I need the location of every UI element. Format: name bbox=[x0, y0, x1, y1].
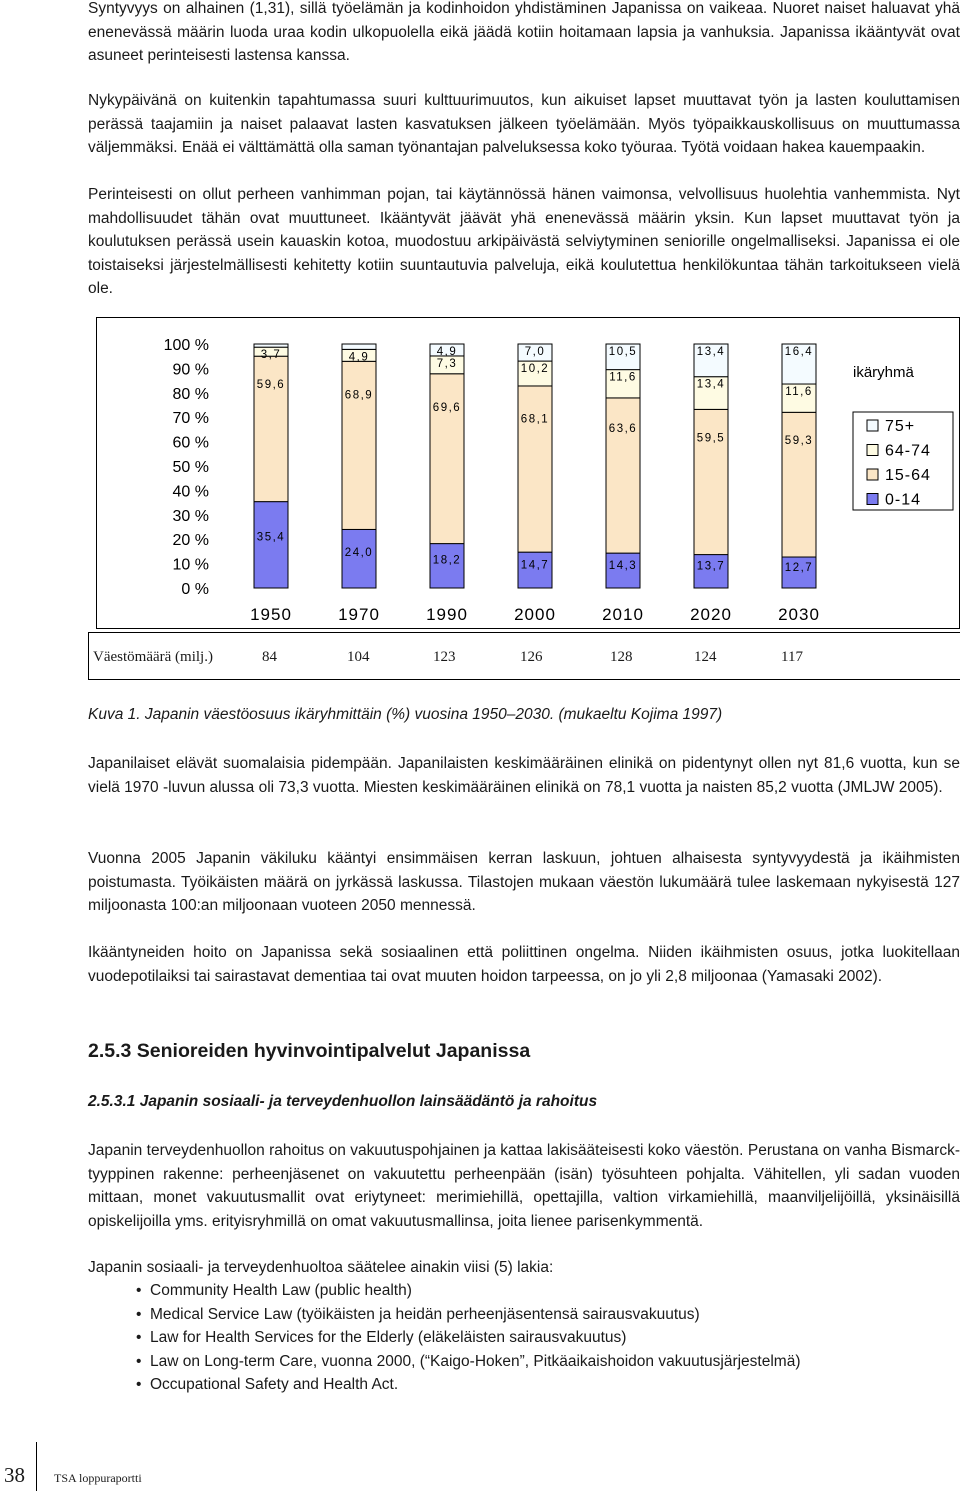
population-value: 123 bbox=[433, 649, 456, 665]
bar-segment bbox=[430, 374, 464, 544]
bar-segment bbox=[254, 502, 288, 588]
data-label: 24,0 bbox=[344, 546, 374, 559]
data-label: 59,5 bbox=[696, 432, 726, 445]
x-tick-label: 2020 bbox=[690, 605, 732, 624]
legend-swatch bbox=[867, 469, 878, 480]
x-tick-label: 2000 bbox=[514, 605, 556, 624]
legend-label: 15-64 bbox=[885, 467, 931, 484]
population-age-chart bbox=[97, 318, 959, 628]
list-item: • Community Health Law (public health) bbox=[150, 1279, 801, 1303]
footer-divider bbox=[36, 1442, 37, 1491]
page-number: 38 bbox=[4, 1463, 25, 1487]
y-tick-label: 90 % bbox=[172, 361, 209, 379]
chart-frame bbox=[96, 317, 960, 629]
x-tick-label: 1950 bbox=[250, 605, 292, 624]
list-item: • Law on Long-term Care, vuonna 2000, (“Kaigo-Hoken”, Pitkäaikaishoidon vakuutusjärjestelmä) bbox=[150, 1350, 801, 1374]
population-label: Väestömäärä (milj.) bbox=[93, 649, 213, 665]
document-title: TSA loppuraportti bbox=[54, 1471, 142, 1485]
data-label: 13,7 bbox=[696, 560, 726, 573]
bar-segment bbox=[254, 344, 288, 347]
laws-intro-paragraph: Japanin sosiaali- ja terveydenhuoltoa säätelee ainakin viisi (5) lakia: bbox=[88, 1259, 554, 1276]
data-label: 10,2 bbox=[520, 363, 550, 376]
x-tick-label: 1970 bbox=[338, 605, 380, 624]
population-row bbox=[88, 632, 960, 680]
data-label: 68,1 bbox=[520, 413, 550, 426]
y-tick-label: 70 % bbox=[172, 410, 209, 428]
x-tick-label: 2010 bbox=[602, 605, 644, 624]
data-label: 13,4 bbox=[696, 346, 726, 358]
list-item: • Medical Service Law (työikäisten ja heidän perheenjäsentensä sairausvakuutus) bbox=[150, 1303, 801, 1327]
population-value: 84 bbox=[262, 649, 277, 665]
life-expectancy-paragraph: Japanilaiset elävät suomalaisia pidempään. Japanilaisten keskimääräinen elinikä on pidentynyt ollen nyt 81,6 vuotta, kun se vielä 1970 -luvun alussa oli 73,3 vuotta. Miesten keskimääräinen elinikä on 78,1 vuotta ja naisten 85,2 vuotta (JMLJW 2005). bbox=[88, 755, 960, 796]
data-label: 4,9 bbox=[436, 346, 458, 358]
y-tick-label: 60 % bbox=[172, 434, 209, 452]
population-value: 128 bbox=[610, 649, 633, 665]
y-tick-label: 30 % bbox=[172, 507, 209, 525]
legend-title: ikäryhmä bbox=[853, 364, 914, 381]
x-tick-label: 1990 bbox=[426, 605, 468, 624]
y-tick-label: 40 % bbox=[172, 483, 209, 501]
data-label: 14,3 bbox=[608, 559, 638, 572]
culture-change-paragraph: Nykypäivänä on kuitenkin tapahtumassa suuri kulttuurimuutos, kun aikuiset lapset muuttavat työn ja lasten kouluttamisen perässä taajamiin ja naiset palaavat lasten kasvatuksen jälkeen työelämään. Myös työpaikkauskollisuus on muuttumassa väljemmäksi. Enää ei välttämättä olla saman työnantajan palveluksessa koko työuraa. Työtä voidaan hakea kauempaakin. bbox=[88, 92, 960, 156]
section-heading: 2.5.3 Senioreiden hyvinvointipalvelut Japanissa bbox=[88, 1040, 531, 1062]
legend-swatch bbox=[867, 420, 878, 431]
bar-segment bbox=[782, 412, 816, 557]
data-label: 11,6 bbox=[785, 386, 813, 399]
data-label: 12,7 bbox=[784, 561, 814, 574]
data-label: 7,3 bbox=[436, 357, 458, 370]
data-label: 4,9 bbox=[348, 351, 370, 364]
list-item: • Law for Health Services for the Elderly (eläkeläisten sairausvakuutus) bbox=[150, 1326, 801, 1350]
eldest-son-paragraph: Perinteisesti on ollut perheen vanhimman pojan, tai käytännössä hänen vaimonsa, velvollisuus huolehtia vanhemmista. Nyt mahdollisuudet tähän ovat muuttuneet. Ikääntyvät jäävät yhä enenevässä määrin yksin. Kun lapset muuttavat työn ja koulutuksen perässä usein kauaskin kotoa, muodostuu arkipäivästä selviytyminen seniorille ongelmalliseksi. Japanissa ei ole toistaiseksi järjestelmällisesti kehitetty kotiin suuntautuvia palveluja, eikä koulutettua henkilökuntaa tähän tarkoitukseen vielä ole. bbox=[88, 186, 960, 297]
data-label: 59,6 bbox=[256, 379, 286, 392]
bar-segment bbox=[342, 344, 376, 349]
legend-swatch bbox=[867, 494, 878, 505]
list-item: • Occupational Safety and Health Act. bbox=[150, 1373, 801, 1397]
legend-label: 0-14 bbox=[885, 491, 922, 509]
data-label: 14,7 bbox=[520, 559, 550, 572]
y-tick-label: 0 % bbox=[181, 581, 209, 598]
data-label: 18,2 bbox=[432, 554, 462, 567]
data-label: 16,4 bbox=[784, 346, 814, 358]
data-label: 68,9 bbox=[344, 389, 374, 402]
x-tick-label: 2030 bbox=[778, 605, 820, 624]
bar-segment bbox=[254, 356, 288, 501]
bar-segment bbox=[694, 409, 728, 554]
population-value: 124 bbox=[694, 649, 717, 665]
data-label: 7,0 bbox=[524, 346, 546, 358]
legend-swatch bbox=[867, 445, 878, 456]
y-tick-label: 80 % bbox=[172, 385, 209, 403]
data-label: 69,6 bbox=[432, 402, 462, 415]
laws-list bbox=[150, 1279, 801, 1397]
population-value: 117 bbox=[781, 649, 803, 665]
population-value: 126 bbox=[520, 649, 543, 665]
legend-label: 75+ bbox=[885, 418, 916, 435]
legend-label: 64-74 bbox=[885, 442, 931, 460]
y-tick-label: 20 % bbox=[172, 532, 209, 550]
bar-segment bbox=[606, 398, 640, 553]
intro-paragraph: Syntyvyys on alhainen (1,31), sillä työelämän ja kodinhoidon yhdistäminen Japanissa on vaikeaa. Nuoret naiset haluavat yhä enenevässä määrin luoda uraa kodin ulkopuolella eikä jäädä kotiin hoitamaan lapsia ja vanhuksia. Japanissa ikääntyvät ovat asuneet perinteisesti lastensa kanssa. bbox=[88, 0, 960, 64]
data-label: 59,3 bbox=[784, 435, 814, 448]
y-tick-label: 100 % bbox=[163, 337, 209, 354]
elderly-care-paragraph: Ikääntyneiden hoito on Japanissa sekä sosiaalinen että poliittinen ongelma. Niiden ikäihmisten osuus, jotka luokitellaan vuodepotilaiksi tai sairastavat dementiaa tai ovat muuten hoidon tarpeessa, on jo yli 2,8 miljoonaa (Yamasaki 2002). bbox=[88, 944, 960, 985]
population-value: 104 bbox=[347, 649, 370, 665]
health-financing-paragraph: Japanin terveydenhuollon rahoitus on vakuutuspohjainen ja kattaa lakisääteisesti koko väestön. Perustana on vanha Bismarck-tyyppinen rakenne: perheenjäsenet on vakuutettu perheenpään (isän) työsuhteen pohjalta. Vähitellen, yli sadan vuoden mittaan, monet vakuutusmallit ovat eriytyneet: merimiehillä, opettajilla, valtion virkamiehillä, maanviljelijöillä, yksinäisillä opiskelijoilla yms. erityisryhmillä on omat vakuutusmallinsa, joita lienee parisenkymmentä. bbox=[88, 1142, 960, 1230]
data-label: 3,7 bbox=[260, 349, 282, 362]
bar-segment bbox=[342, 361, 376, 529]
y-tick-label: 50 % bbox=[172, 459, 209, 476]
population-decline-paragraph: Vuonna 2005 Japanin väkiluku kääntyi ensimmäisen kerran laskuun, johtuen alhaisesta syntyvyydestä ja ikäihmisten poistumasta. Työikäisten määrä on jyrkässä laskussa. Tilastojen mukaan väestön lukumäärä tulee laskemaan nykyisestä 127 miljoonasta 100:an miljoonaan vuoteen 2050 mennessä. bbox=[88, 850, 960, 914]
data-label: 10,5 bbox=[608, 346, 638, 358]
y-tick-label: 10 % bbox=[172, 556, 209, 574]
data-label: 63,6 bbox=[608, 423, 638, 436]
data-label: 13,4 bbox=[696, 378, 726, 391]
subsection-heading: 2.5.3.1 Japanin sosiaali- ja terveydenhuollon lainsäädäntö ja rahoitus bbox=[88, 1093, 598, 1110]
data-label: 35,4 bbox=[256, 531, 286, 544]
figure-caption: Kuva 1. Japanin väestöosuus ikäryhmittäin (%) vuosina 1950–2030. (mukaeltu Kojima 1997) bbox=[88, 706, 723, 723]
bar-segment bbox=[518, 386, 552, 552]
data-label: 11,6 bbox=[609, 371, 637, 384]
